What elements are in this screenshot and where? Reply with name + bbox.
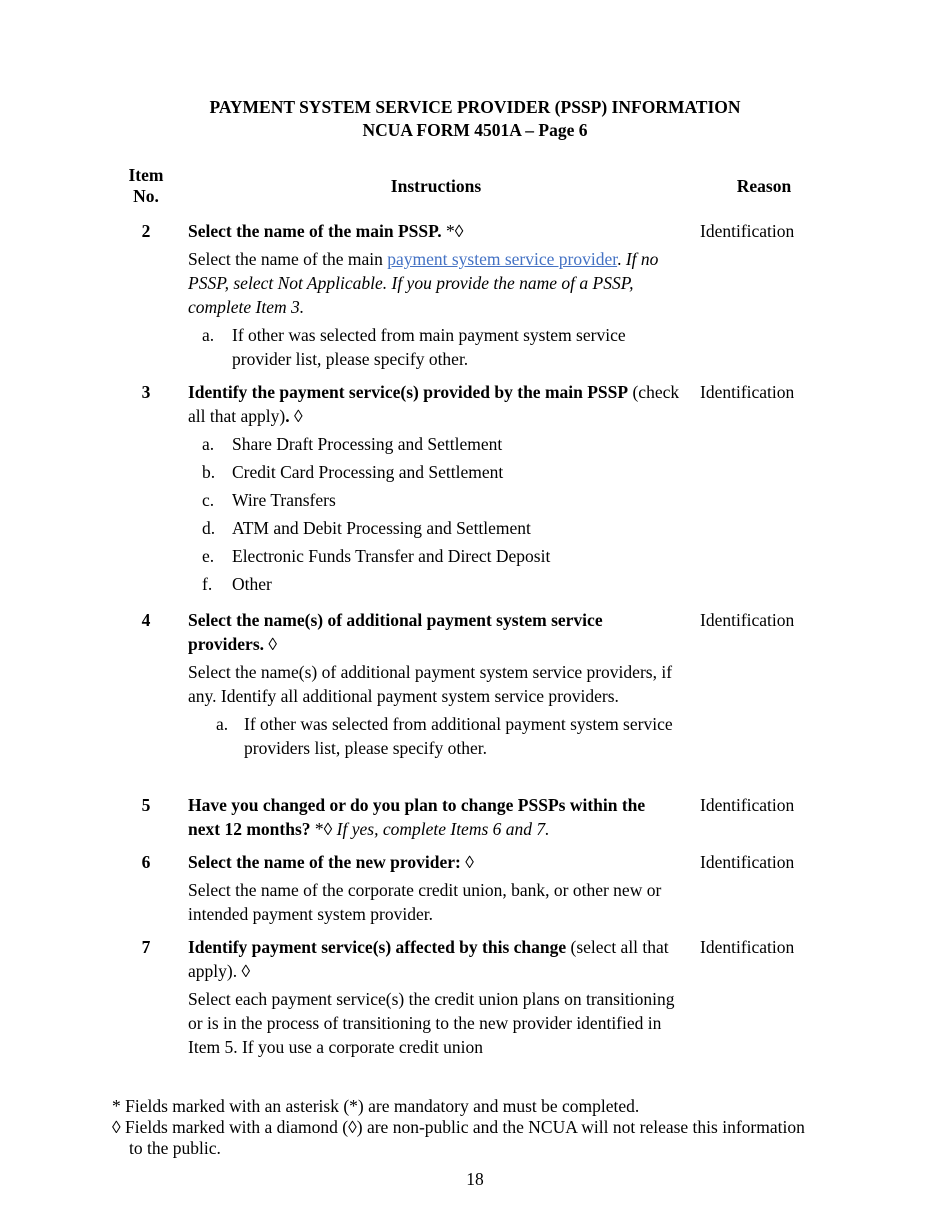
item-number: 7: [141, 937, 151, 957]
item-description: Select each payment service(s) the credit union plans on transitioning or is in the process of transitioning to the new provider identified in Item 5. If you use a corporate credit union: [188, 989, 675, 1057]
item-instructions: [188, 608, 680, 764]
item-description: Select the name(s) of additional payment system service providers, if any. Identify all additional payment system service providers.: [188, 662, 673, 706]
item-reason: Identification: [700, 852, 795, 872]
item-number: 2: [141, 221, 151, 241]
sub-item: e. Electronic Funds Transfer and Direct Deposit: [202, 546, 551, 566]
item-heading: Select the name of the main PSSP. *◊: [188, 221, 464, 241]
item-heading: Identify payment service(s) affected by this change (select all that apply). ◊: [188, 937, 669, 981]
item-instructions: [188, 850, 680, 930]
sub-item: c. Wire Transfers: [202, 490, 336, 510]
item-reason: Identification: [700, 610, 795, 630]
footnote-asterisk: * Fields marked with an asterisk (*) are mandatory and must be completed.: [112, 1096, 640, 1116]
item-reason: Identification: [700, 937, 795, 957]
item-instructions: [188, 935, 680, 1063]
item-heading: Select the name of the new provider: ◊: [188, 852, 474, 872]
column-header-instructions: Instructions: [390, 176, 482, 196]
footnote-diamond: ◊ Fields marked with a diamond (◊) are non-public and the NCUA will not release this information to the public.: [112, 1117, 805, 1158]
column-header-item: Item: [128, 165, 164, 185]
item-number: 3: [141, 382, 151, 402]
item-instructions: [188, 219, 680, 375]
item-number: 6: [141, 852, 151, 872]
column-header-no: No.: [133, 186, 159, 206]
item-heading: Select the name(s) of additional payment system service providers. ◊: [188, 610, 603, 654]
sub-item: d. ATM and Debit Processing and Settlement: [202, 518, 531, 538]
page-subtitle: NCUA FORM 4501A – Page 6: [362, 120, 588, 140]
page-number: 18: [466, 1169, 484, 1189]
item-instructions: [188, 380, 680, 600]
pssp-link[interactable]: payment system service provider: [387, 249, 618, 269]
item-number: 5: [141, 795, 151, 815]
item-number: 4: [141, 610, 151, 630]
item-heading: Have you changed or do you plan to change PSSPs within the next 12 months? *◊ If yes, complete Items 6 and 7.: [188, 795, 646, 839]
item-reason: Identification: [700, 795, 795, 815]
item-reason: Identification: [700, 382, 795, 402]
item-heading: Identify the payment service(s) provided by the main PSSP (check all that apply). ◊: [188, 382, 680, 426]
page-title: PAYMENT SYSTEM SERVICE PROVIDER (PSSP) INFORMATION: [209, 97, 741, 117]
item-description: Select the name of the main payment system service provider. If no PSSP, select Not Applicable. If you provide the name of a PSSP, complete Item 3.: [188, 249, 659, 317]
item-instructions: [188, 793, 680, 845]
sub-item: a. Share Draft Processing and Settlement: [202, 434, 503, 454]
sub-item: b. Credit Card Processing and Settlement: [202, 462, 504, 482]
column-header-item-no: [126, 165, 166, 207]
sub-item: a. If other was selected from main payment system service provider list, please specify other.: [202, 325, 626, 369]
sub-item: a. If other was selected from additional payment system service providers list, please specify other.: [216, 714, 673, 758]
item-description: Select the name of the corporate credit union, bank, or other new or intended payment system provider.: [188, 880, 662, 924]
item-reason: Identification: [700, 221, 795, 241]
sub-item: f. Other: [202, 574, 272, 594]
column-header-reason: Reason: [736, 176, 792, 196]
